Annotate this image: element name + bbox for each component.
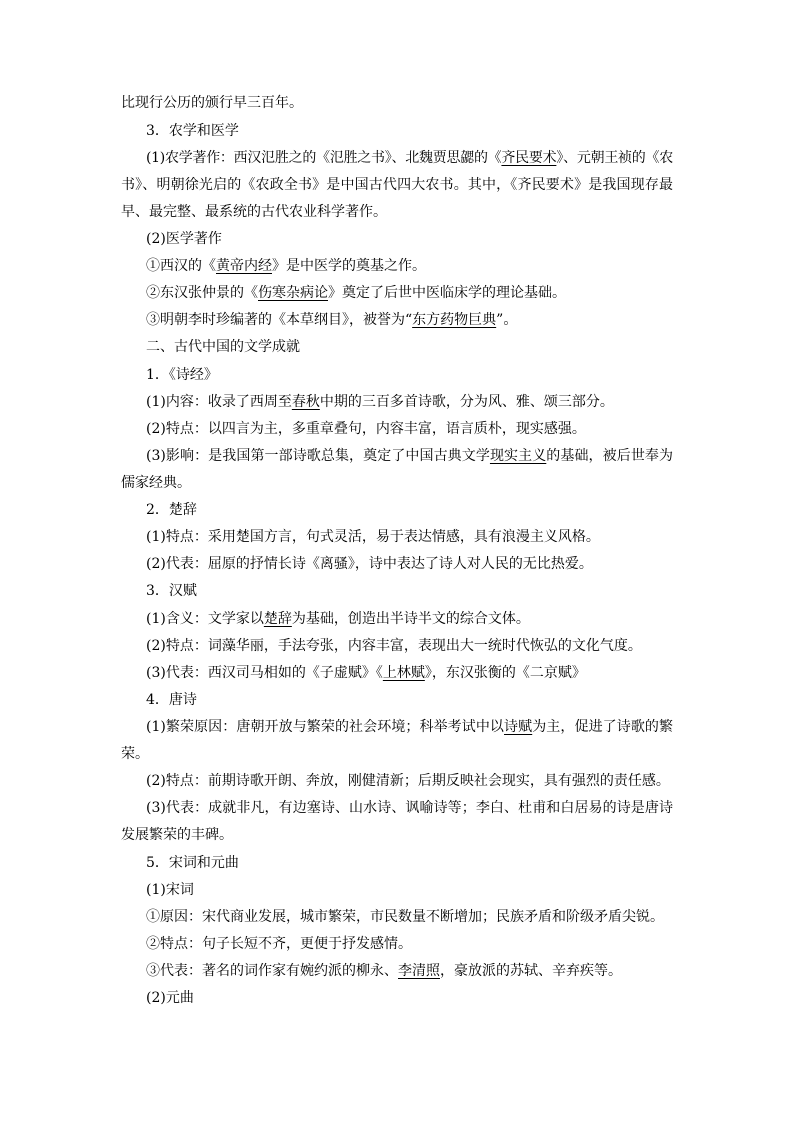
- text-segment: 的基础，被后世奉为: [546, 447, 673, 464]
- text-segment: (1)含义：文学家以: [146, 610, 264, 627]
- text-segment: (3)代表：西汉司马相如的《子虚赋》《: [146, 664, 383, 681]
- underlined-term: 楚辞: [263, 610, 292, 627]
- text-segment: 书》、明朝徐光启的《农政全书》是中国古代四大农书。其中，《齐民要术》是我国现存最: [121, 176, 673, 193]
- text-segment: 二、古代中国的文学成就: [146, 339, 300, 356]
- text-line: [121, 443, 673, 470]
- paragraph: [121, 958, 673, 985]
- text-segment: (1)繁荣原因：唐朝开放与繁荣的社会环境；科举考试中以: [146, 718, 505, 735]
- paragraph: [121, 795, 673, 849]
- text-segment: (1)农学著作：西汉氾胜之的《氾胜之书》、北魏贾思勰的《: [146, 149, 502, 166]
- text-line: [121, 118, 673, 145]
- text-line: [121, 687, 673, 714]
- text-segment: (1)内容：收录了西周至: [146, 393, 292, 410]
- text-segment: 儒家经典。: [121, 474, 191, 491]
- underlined-term: 上林赋: [382, 664, 425, 681]
- paragraph: [121, 253, 673, 280]
- text-line: [121, 389, 673, 416]
- continued-text-line: [121, 90, 673, 117]
- paragraph: [121, 389, 673, 416]
- text-line: [121, 416, 673, 443]
- text-segment: (2)元曲: [146, 990, 194, 1007]
- underlined-term: 春秋: [291, 393, 320, 410]
- text-segment: ①西汉的《: [146, 258, 216, 275]
- paragraph: [121, 606, 673, 633]
- text-line: [121, 362, 673, 389]
- text-line: [121, 145, 673, 172]
- text-segment: 为主，促进了诗歌的繁: [532, 718, 673, 735]
- paragraph: [121, 551, 673, 578]
- text-line: [121, 470, 673, 497]
- text-segment: 1．《诗经》: [146, 366, 218, 383]
- text-segment: 发展繁荣的丰碑。: [121, 827, 233, 844]
- underlined-term: 伤寒杂病论: [258, 285, 328, 302]
- paragraph: [121, 633, 673, 660]
- text-segment: (3)影响：是我国第一部诗歌总集，奠定了中国古典文学: [146, 447, 490, 464]
- text-segment: 》，东汉张衡的《二京赋》: [424, 664, 586, 681]
- paragraph: [121, 362, 673, 389]
- text-line: [121, 877, 673, 904]
- text-segment: (2)代表：屈原的抒情长诗《离骚》，诗中表达了诗人对人民的无比热爱。: [146, 556, 593, 573]
- text-line: [121, 850, 673, 877]
- text-line: [121, 551, 673, 578]
- text-line: [121, 904, 673, 931]
- underlined-term: 东方药物巨典: [412, 312, 497, 329]
- text-line: [121, 931, 673, 958]
- text-line: [121, 741, 673, 768]
- text-segment: ”。: [496, 312, 518, 329]
- underlined-term: 李清照: [398, 962, 440, 979]
- text-line: [121, 334, 673, 361]
- text-segment: 比现行公历的颁行早三百年。: [121, 95, 303, 112]
- paragraph: [121, 768, 673, 795]
- paragraph: [121, 334, 673, 361]
- text-line: [121, 199, 673, 226]
- paragraph: [121, 985, 673, 1012]
- paragraph: [121, 904, 673, 931]
- text-line: [121, 660, 673, 687]
- text-segment: 荣。: [121, 746, 149, 763]
- text-line: [121, 253, 673, 280]
- paragraph: [121, 877, 673, 904]
- text-line: [121, 172, 673, 199]
- paragraph: [121, 850, 673, 877]
- text-segment: (1)特点：采用楚国方言，句式灵活，易于表达情感，具有浪漫主义风格。: [146, 529, 600, 546]
- text-line: [121, 226, 673, 253]
- text-line: [121, 606, 673, 633]
- text-line: [121, 958, 673, 985]
- text-line: [121, 795, 673, 822]
- text-segment: (2)特点：前期诗歌开朗、奔放，刚健清新；后期反映社会现实，具有强烈的责任感。: [146, 773, 670, 790]
- text-segment: 早、最完整、最系统的古代农业科学著作。: [121, 203, 387, 220]
- underlined-term: 现实主义: [489, 447, 547, 464]
- text-segment: 为基础，创造出半诗半文的综合文体。: [291, 610, 530, 627]
- text-line: [121, 714, 673, 741]
- text-segment: 》、元朝王祯的《农: [556, 149, 673, 166]
- paragraph: [121, 931, 673, 958]
- paragraph: [121, 497, 673, 524]
- text-segment: ③代表：著名的词作家有婉约派的柳永、: [146, 962, 398, 979]
- text-segment: (1)宋词: [146, 881, 194, 898]
- paragraph: [121, 307, 673, 334]
- text-segment: 中期的三百多首诗歌，分为风、雅、颂三部分。: [319, 393, 614, 410]
- text-line: [121, 633, 673, 660]
- text-segment: ②东汉张仲景的《: [146, 285, 258, 302]
- paragraph: [121, 578, 673, 605]
- text-segment: 3．汉赋: [146, 583, 197, 600]
- text-segment: ，豪放派的苏轼、辛弃疾等。: [440, 962, 622, 979]
- underlined-term: 齐民要术: [501, 149, 557, 166]
- paragraph: [121, 660, 673, 687]
- paragraph: [121, 687, 673, 714]
- text-segment: ①原因：宋代商业发展，城市繁荣，市民数量不断增加；民族矛盾和阶级矛盾尖锐。: [146, 908, 664, 925]
- text-line: [121, 985, 673, 1012]
- paragraph: [121, 416, 673, 443]
- text-line: [121, 822, 673, 849]
- text-segment: 4．唐诗: [146, 691, 197, 708]
- text-segment: (2)特点：以四言为主，多重章叠句，内容丰富，语言质朴，现实感强。: [146, 420, 586, 437]
- underlined-term: 黄帝内经: [216, 258, 272, 275]
- text-segment: ③明朝李时珍编著的《本草纲目》，被誉为“: [146, 312, 413, 329]
- text-segment: ②特点：句子长短不齐，更便于抒发感情。: [146, 935, 412, 952]
- paragraph: [121, 226, 673, 253]
- document-body: [121, 90, 673, 1012]
- text-segment: 2．楚辞: [146, 502, 197, 519]
- text-line: [121, 524, 673, 551]
- paragraph: [121, 714, 673, 768]
- text-segment: 5．宋词和元曲: [146, 854, 239, 871]
- paragraph: [121, 280, 673, 307]
- text-segment: (3)代表：成就非凡，有边塞诗、山水诗、讽喻诗等；李白、杜甫和白居易的诗是唐诗: [146, 800, 673, 817]
- text-segment: 》是中医学的奠基之作。: [272, 258, 426, 275]
- text-line: [121, 280, 673, 307]
- underlined-term: 诗赋: [504, 718, 533, 735]
- text-line: [121, 307, 673, 334]
- text-segment: (2)特点：词藻华丽，手法夸张，内容丰富，表现出大一统时代恢弘的文化气度。: [146, 637, 642, 654]
- text-segment: 3．农学和医学: [146, 122, 239, 139]
- text-line: [121, 578, 673, 605]
- paragraph: [121, 443, 673, 497]
- text-segment: (2)医学著作: [146, 230, 222, 247]
- text-line: [121, 768, 673, 795]
- text-line: [121, 497, 673, 524]
- text-segment: 》奠定了后世中医临床学的理论基础。: [328, 285, 566, 302]
- paragraph: [121, 118, 673, 145]
- paragraph: [121, 145, 673, 226]
- paragraph: [121, 524, 673, 551]
